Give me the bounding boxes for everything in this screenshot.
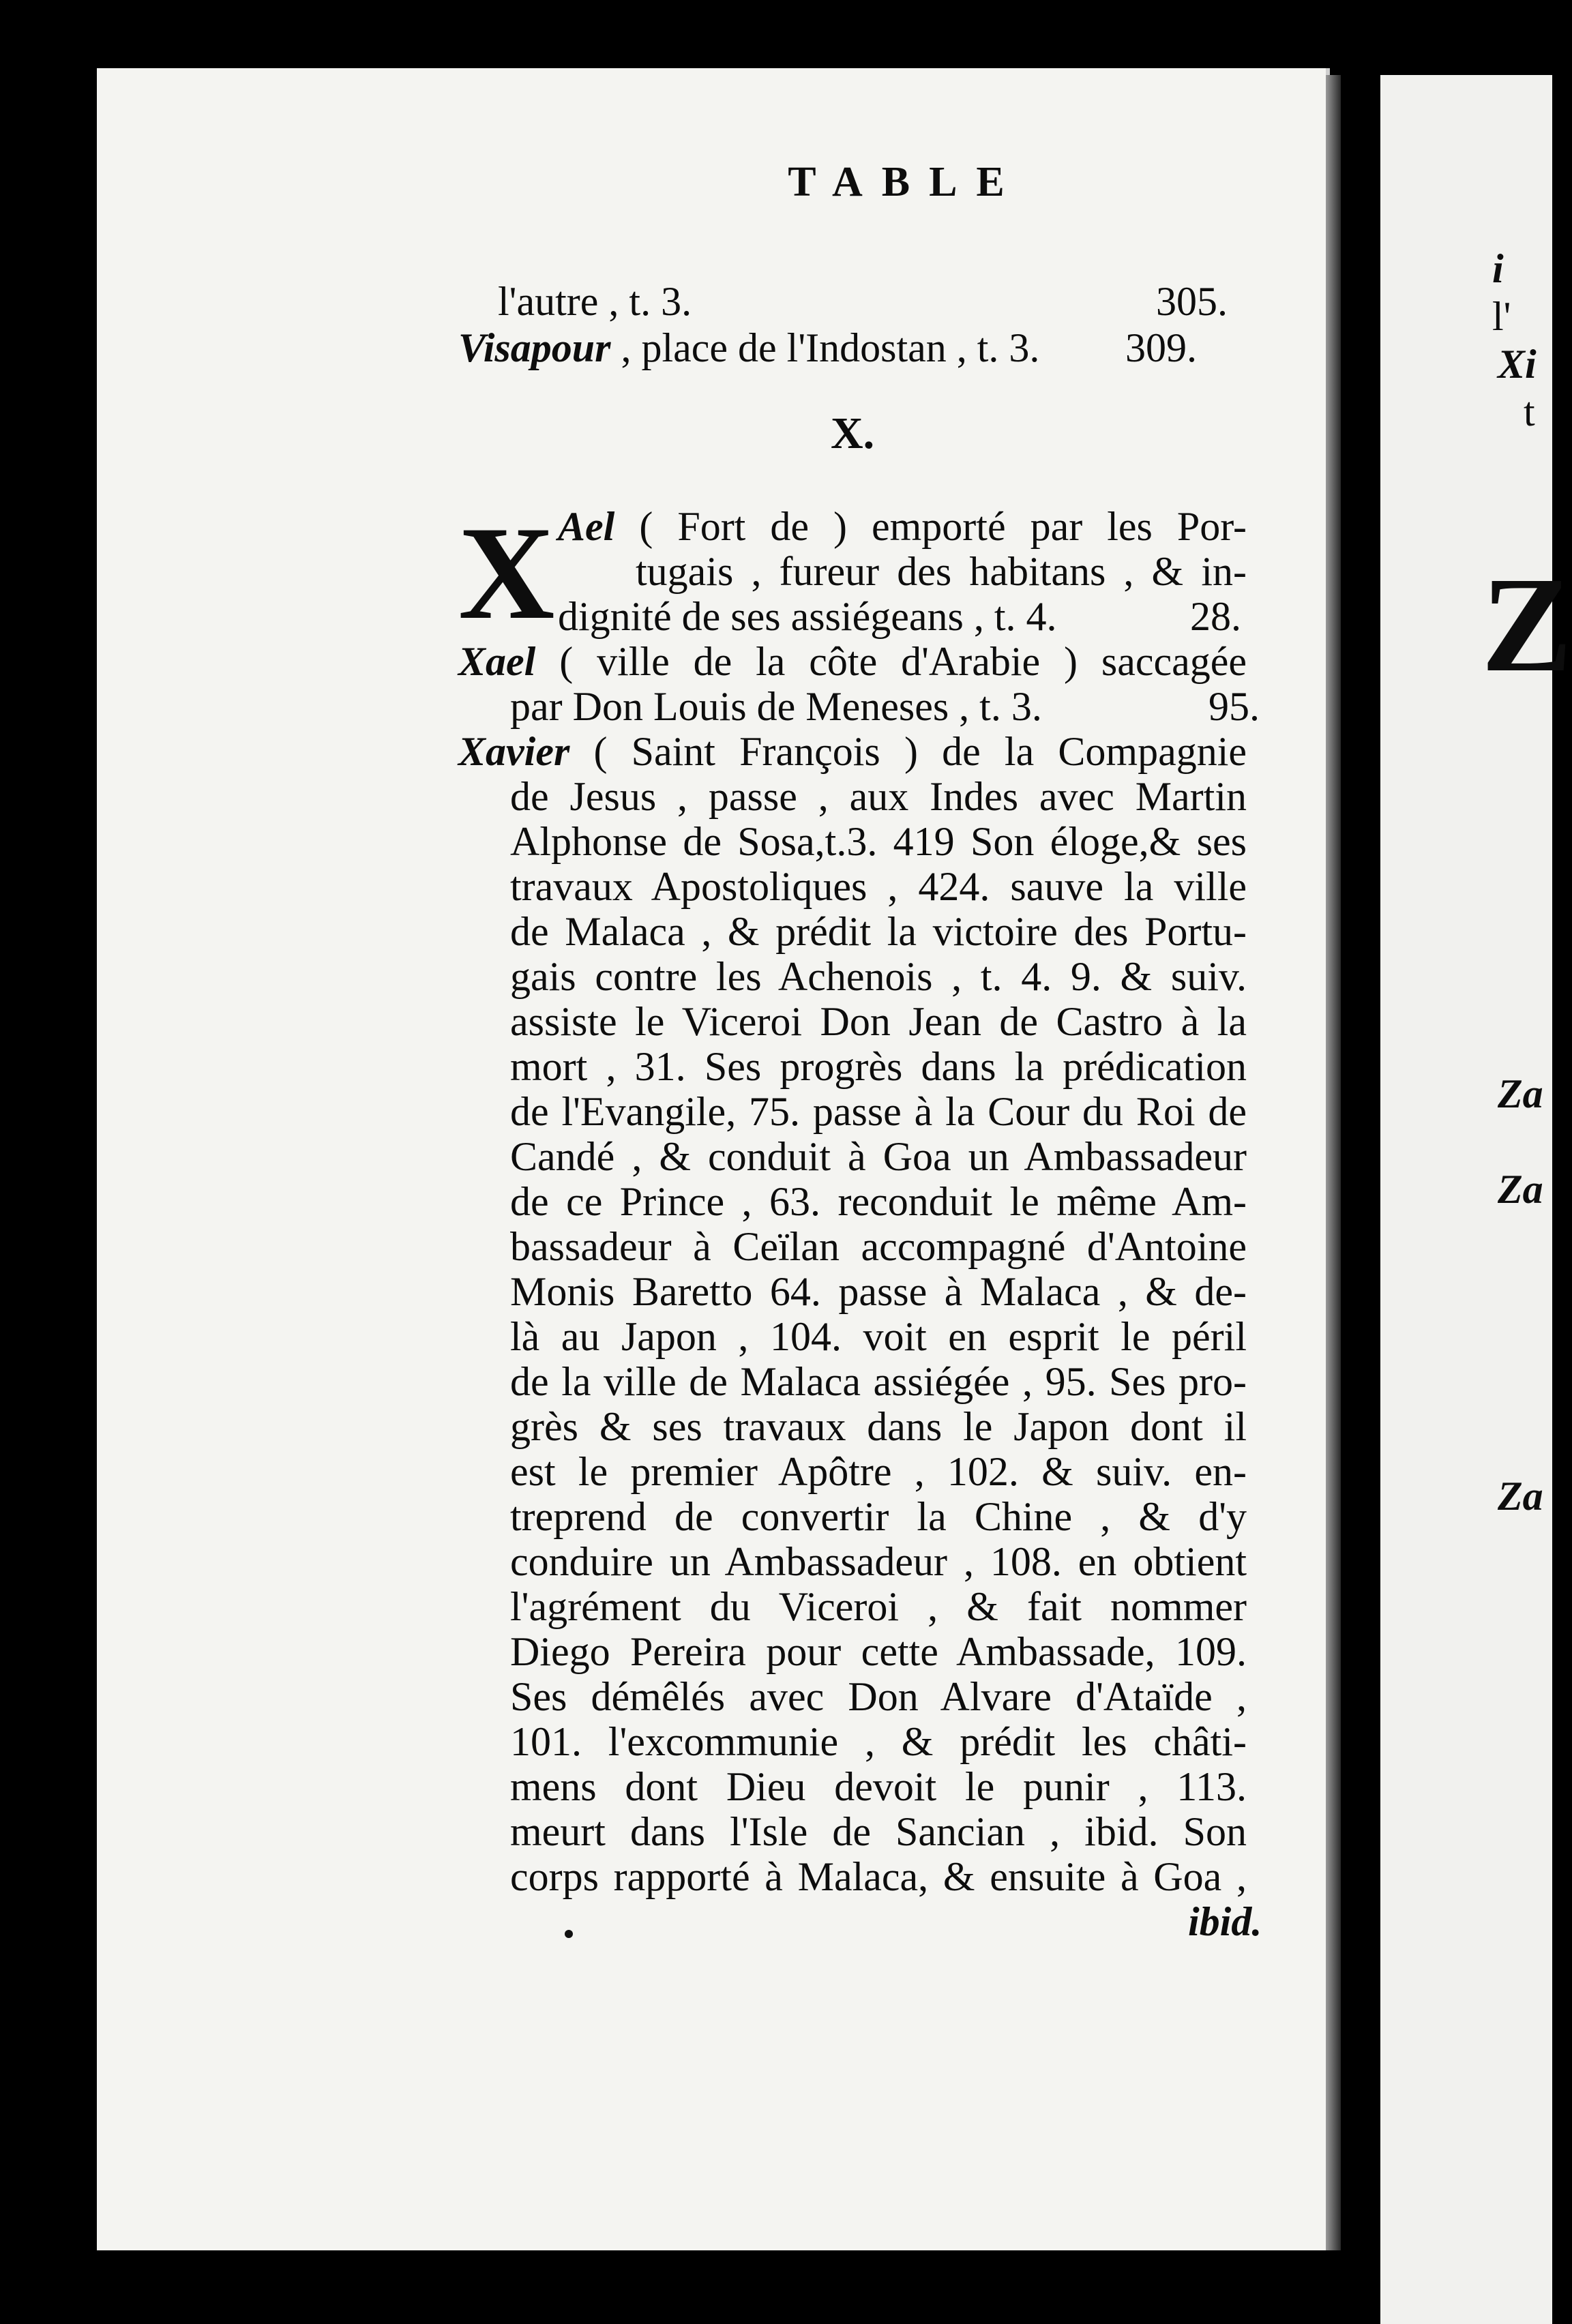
entry-line: est le premier Apôtre , 102. & suiv. en- bbox=[510, 1449, 1247, 1494]
entry-line: grès & ses travaux dans le Japon dont il bbox=[510, 1404, 1247, 1449]
entry-line: gais contre les Achenois , t. 4. 9. & suiv. bbox=[510, 954, 1247, 999]
entry-line: tugais , fureur des habitans , & in- bbox=[636, 549, 1247, 594]
drop-capital: X bbox=[458, 499, 555, 647]
entry-line: bassadeur à Ceïlan accompagné d'Antoine bbox=[510, 1224, 1247, 1269]
entry-line: Ael ( Fort de ) emporté par les Por- bbox=[558, 504, 1247, 549]
right-page-fragment: Za bbox=[1498, 1071, 1543, 1116]
entry-line: Diego Pereira pour cette Ambassade, 109. bbox=[510, 1629, 1247, 1674]
entry-line: meurt dans l'Isle de Sancian , ibid. Son bbox=[510, 1809, 1247, 1854]
page-number: 305. bbox=[1156, 279, 1228, 324]
page-gutter bbox=[1326, 75, 1341, 2250]
entry-line: par Don Louis de Meneses , t. 3. bbox=[510, 684, 1042, 729]
running-head: TABLE bbox=[788, 159, 1024, 205]
entry-line: Alphonse de Sosa,t.3. 419 Son éloge,& ses bbox=[510, 819, 1247, 864]
entry-line: Xavier ( Saint François ) de la Compagnie bbox=[458, 729, 1247, 774]
page-number: 95. bbox=[1208, 684, 1260, 729]
section-heading: X. bbox=[831, 408, 875, 458]
entry-line: treprend de convertir la Chine , & d'y bbox=[510, 1494, 1247, 1539]
entry-line: ibid. bbox=[1188, 1899, 1262, 1944]
entry-line: mort , 31. Ses progrès dans la prédication bbox=[510, 1044, 1247, 1089]
entry-line: de Jesus , passe , aux Indes avec Martin bbox=[510, 774, 1247, 819]
entry-line: là au Japon , 104. voit en esprit le péril bbox=[510, 1314, 1247, 1359]
right-page-fragment: t bbox=[1524, 389, 1535, 434]
entry-line: dignité de ses assiégeans , t. 4. bbox=[558, 594, 1057, 639]
right-page-fragment: l' bbox=[1492, 294, 1511, 339]
entry-line: de l'Evangile, 75. passe à la Cour du Roi de bbox=[510, 1089, 1247, 1134]
right-page-fragment: Za bbox=[1498, 1474, 1543, 1519]
entry-line: l'agrément du Viceroi , & fait nommer bbox=[510, 1584, 1247, 1629]
entry-line: 101. l'excommunie , & prédit les châti- bbox=[510, 1719, 1247, 1764]
right-page-fragment: i bbox=[1492, 246, 1504, 291]
entry-line: de la ville de Malaca assiégée , 95. Ses pro- bbox=[510, 1359, 1247, 1404]
right-page-dropcap: Z bbox=[1481, 550, 1572, 700]
entry-line: Monis Baretto 64. passe à Malaca , & de- bbox=[510, 1269, 1247, 1314]
entry-line: de Malaca , & prédit la victoire des Portu- bbox=[510, 909, 1247, 954]
right-page-fragment: Xi bbox=[1498, 342, 1537, 387]
entry-line: assiste le Viceroi Don Jean de Castro à la bbox=[510, 999, 1247, 1044]
entry-line: mens dont Dieu devoit le punir , 113. bbox=[510, 1764, 1247, 1809]
page-number: 28. bbox=[1190, 594, 1241, 639]
entry-line: l'autre , t. 3. bbox=[498, 279, 692, 324]
signature-mark bbox=[565, 1930, 573, 1938]
entry-line: Candé , & conduit à Goa un Ambassadeur bbox=[510, 1134, 1247, 1179]
right-page-fragment: Za bbox=[1498, 1167, 1543, 1212]
entry-line: travaux Apostoliques , 424. sauve la ville bbox=[510, 864, 1247, 909]
page-number: 309. bbox=[1125, 325, 1197, 370]
entry-line: Ses démêlés avec Don Alvare d'Ataïde , bbox=[510, 1674, 1247, 1719]
entry-line: Visapour , place de l'Indostan , t. 3. bbox=[458, 325, 1040, 370]
entry-line: Xael ( ville de la côte d'Arabie ) saccagée bbox=[458, 639, 1247, 684]
entry-line: corps rapporté à Malaca, & ensuite à Goa , bbox=[510, 1854, 1247, 1899]
entry-line: de ce Prince , 63. reconduit le même Am- bbox=[510, 1179, 1247, 1224]
entry-line: conduire un Ambassadeur , 108. en obtient bbox=[510, 1539, 1247, 1584]
